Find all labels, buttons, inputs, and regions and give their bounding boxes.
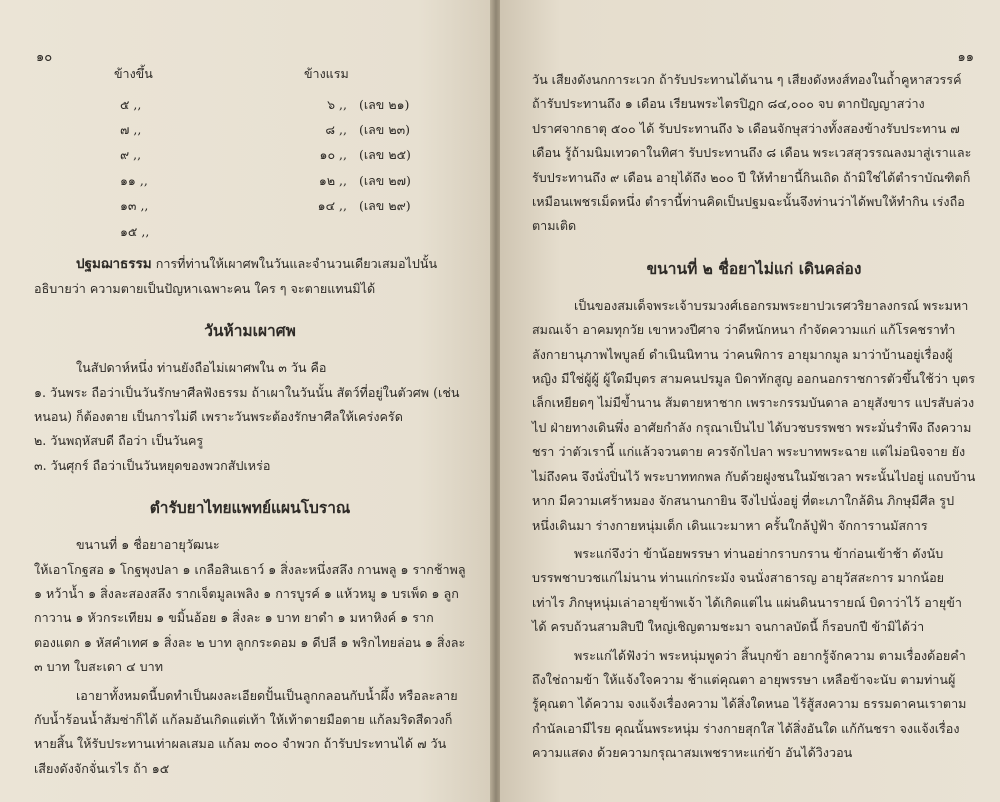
waning-cell: ๑๔ ,,	[317, 198, 347, 214]
paragraph-three-days: ในสัปดาห์หนึ่ง ท่านยังถือไม่เผาศพใน ๓ วัน คือ	[76, 360, 327, 376]
paragraph-pathom-text: การที่ท่านให้เผาศพในวันและจำนวนเดียวเสมอไปนั้น อธิบายว่า ความตายเป็นปัญหาเฉพาะคน ใคร ๆ จะตายแทนมิได้	[34, 256, 438, 296]
paragraph-recipe-title: ขนานที่ ๑ ชื่อยาอายุวัฒนะ	[76, 537, 220, 553]
table-row	[114, 168, 466, 193]
waning-cell: ๖ ,,	[327, 96, 347, 112]
right-page	[500, 0, 1000, 802]
heading-thai-medicine: ตำรับยาไทยแพทย์แผนโบราณ	[149, 498, 351, 518]
list-item: ๒. วันพฤหัสบดี ถือว่า เป็นวันครู	[34, 433, 204, 449]
paragraph-old-monk: พระแก่จึงว่า ข้าน้อยพรรษา ท่านอย่ากราบกราน ข้าก่อนเข้าช้า ดังนับบรรพชาบวชแก่ไม่นาน ท่านแก่กระมัง จนนั่งสาธารญ อายุวัสสะการ มากน้อยเท่าไร ภิกษุหนุ่มเล่าอายุข้าพเจ้า ได้เกิดแต่ไน แผ่นดินนารายณ์ บิดาว่าไว้ อายุข้าได้ ครบถ้วนสามสิบปี ใหญ่เชิญตามชะมา จนกาลบัดนี้ ก็รอบกปี ข้ามิได้ว่า	[532, 545, 962, 635]
waxing-cell: ๕ ,,	[120, 96, 142, 112]
table-row	[114, 92, 466, 117]
note-cell: (เลข ๒๗)	[359, 172, 411, 188]
table-header	[114, 64, 466, 84]
paragraph-ingredients: ให้เอาโกฐสอ ๑ โกฐพุงปลา ๑ เกลือสินเธาว์ ๑ สิ่งละหนึ่งสลึง กานพลู ๑ รากช้าพลู ๑ หว้าน้ำ ๑ สิ่งละสองสลึง รากเจ็ตมูลเพลิง ๑ การบูรค์ ๑ แห้วหมู ๑ บรเพ็ด ๑ ลูกกาวาน ๑ หัวกระเทียม ๑ ขมิ้นอ้อย ๑ สิ่งละ ๑ บาท ยาดำ ๑ มหาหิงค์ ๑ รากตองแตก ๑ หัสคำเทศ ๑ สิ่งละ ๒ บาท ลูกกระดอม ๑ ดีปลี ๑ พริกไทยล่อน ๑ สิ่งละ ๓ บาท ใบสะเดา ๔ บาท	[34, 561, 466, 675]
list-item: ๓. วันศุกร์ ถือว่าเป็นวันหยุดของพวกสัปเหร่อ	[34, 457, 271, 473]
waning-cell: ๘ ,,	[325, 122, 347, 138]
paragraph-pathom	[34, 252, 466, 301]
waning-cell: ๑๒ ,,	[318, 172, 347, 188]
paragraph-young-monk: พระแก่ได้ฟังว่า พระหนุ่มพูดว่า สิ้นบุกข้า อยากรู้จักความ ตามเรื่องด้อยคำถึงใช่ถามข้า ให้แจ้งใจความ ช้าแต่คุณตา อายุพรรษา เหลือข้าจะนับ ตามท่านผู้รู้คุณตา ได้ความ จงแจ้งเรื่องความ ได้สิ่งใดหนอ ไร้สู้สงความ ธรรมดาคนเราตามกำนัลเอามีไรย คุณนั้นพระหนุ่ม ร่างกายสุกใส ได้สิ่งอันใด แก้กันชรา จงแจ้งเรื่องความแสดง ด้วยความกรุณาสมเพชราหะแก่ข้า อันได้วิงวอน	[532, 647, 967, 761]
waxing-cell: ๙ ,,	[120, 147, 142, 163]
table-row	[114, 219, 466, 244]
list-item: ๑. วันพระ ถือว่าเป็นวันรักษาศีลฟังธรรม ถ้าเผาในวันนั้น สัตว์ที่อยู่ในตัวศพ (เช่นหนอน) ก็ต้องตาย เป็นการไม่ดี เพราะวันพระต้องรักษาศีลให้เคร่งครัด	[34, 384, 460, 424]
table-row	[114, 117, 466, 142]
page-number-left: ๑๐	[36, 50, 53, 65]
waxing-cell: ๑๑ ,,	[120, 172, 148, 188]
waxing-cell: ๑๓ ,,	[120, 198, 149, 214]
left-page	[0, 0, 492, 802]
heading-recipe-2: ขนานที่ ๒ ชื่อยาไม่แก่ เดินคล่อง	[646, 258, 862, 278]
header-waning: ข้างแรม	[304, 66, 349, 81]
term-pathom: ปฐมฌาธรรม	[76, 256, 152, 273]
paragraph-preparation: เอายาทั้งหมดนี้บดทำเป็นผงละเอียดปั้นเป็นลูกกลอนกับน้ำผึ้ง หรือละลายกับน้ำร้อนน้ำส้มซ่าก็ได้ แก้ลมอันเกิดแต่เท้า ให้เท้าตายมือตาย แก้ลมริดสีดวงก็หายสิ้น ให้รับประทานเท่าผลเสมอ แก้ลม ๓๐๐ จำพวก ถ้ารับประทานได้ ๗ วัน เสียงดังจักจั่นเรไร ถ้า ๑๕	[34, 687, 458, 776]
note-cell: (เลข ๒๑)	[359, 96, 410, 112]
note-cell: (เลข ๒๙)	[359, 198, 411, 214]
note-cell: (เลข ๒๕)	[359, 147, 411, 163]
waxing-cell: ๑๕ ,,	[120, 223, 150, 239]
paragraph-origin: เป็นของสมเด็จพระเจ้าบรมวงศ์เธอกรมพระยาปวเรศวริยาลงกรณ์ พระมหาสมณเจ้า อาคมทุกวัย เขาหวงปีศาจ ว่าดีหนักหนา กำจัดความแก่ แก้โรคชราทำลังกายานุภาพไพบูลย์ ดำเนินนิทาน ว่าคนพิการ อายุมากมูล มาว่าบ้านอยู่เรื่องผู้หญิง มีใช่ผู้ผู้ ผู้ใดมีบุตร สามคนปรมูล บิดาทักสูญ ออกนอกราชการตัวขึ้นใช้ว่า บุตรเล็กเหยียดๆ ไม่มีข้ำนาน ส้มตายหาชาก เพราะกรรมบันดาล อายุสังขาร แปรสับล่วงไป ฝ่ายทางเดินพึ่ง อาศัยกำลัง กรุณาเป็นไป ได้บวชบรรพชา พระมั่นรำพึง ถึงความชรา ว่าตัวเรานี้ แก่แล้วจวนตาย ควรจักไปลา พระบาทพระฉาย แต่ไม่อนิจจาย ยังไม่ถึงคน จึงนั่งปิ่นไว้ พระบาททกพล กับด้วยฝูงชนในมัชเวลา พระนั้นไปอยู่ แถบบ้านหาก มีความเศร้าหมอง จักสนานกายิน จึงไปนั่งอยู่ ที่ตะเภาใกล้ดิน ภิกษุมีศีล รูปหนึ่งเดินมา ร่างกายหนุ่มเด็ก เดินแวะมาหา ครั้นใกล้ปู่ฟ้า จักการานมัสการ	[532, 297, 976, 533]
page-number-right: ๑๑	[957, 50, 974, 65]
table-row	[114, 194, 466, 219]
paragraph-benefits: วัน เสียงดังนกการะเวก ถ้ารับประทานได้นาน ๆ เสียงดังหงส์ทองในถ้ำคูหาสวรรค์ ถ้ารับประทานถึง ๑ เดือน เรียนพระไตรปิฎก ๘๔,๐๐๐ จบ ตากปัญญาสว่าง ปราศจากธาตุ ๕๐๐ ได้ รับประทานถึง ๖ เดือนจักษุสว่างทั้งสองข้างรับประทาน ๗ เดือน รู้ถ้ามนิมเทวดาในทิศา รับประทานถึง ๘ เดือน พระเวสสุวรรณลงมาสู่เราและรับประทานถึง ๙ เดือน อายุได้ถึง ๒๐๐ ปี ให้ทำยานี้กินเถิด ถ้ามิใช่ได้ตำราบัณฑิตก็เหมือนเพชรเม็ดหนึ่ง ตำรานี้ท่านคิดเป็นปฐมฉะนั้นจึงท่านว่าได้พบให้ทำกิน เร่งถือตามเติด	[532, 72, 972, 234]
header-waxing: ข้างขึ้น	[114, 66, 153, 81]
waxing-cell: ๗ ,,	[120, 122, 142, 138]
heading-no-cremation-days: วันห้ามเผาศพ	[204, 321, 296, 341]
note-cell: (เลข ๒๓)	[359, 122, 410, 138]
table-row	[114, 143, 466, 168]
waning-cell: ๑๐ ,,	[319, 147, 347, 163]
moon-day-table	[114, 64, 466, 244]
